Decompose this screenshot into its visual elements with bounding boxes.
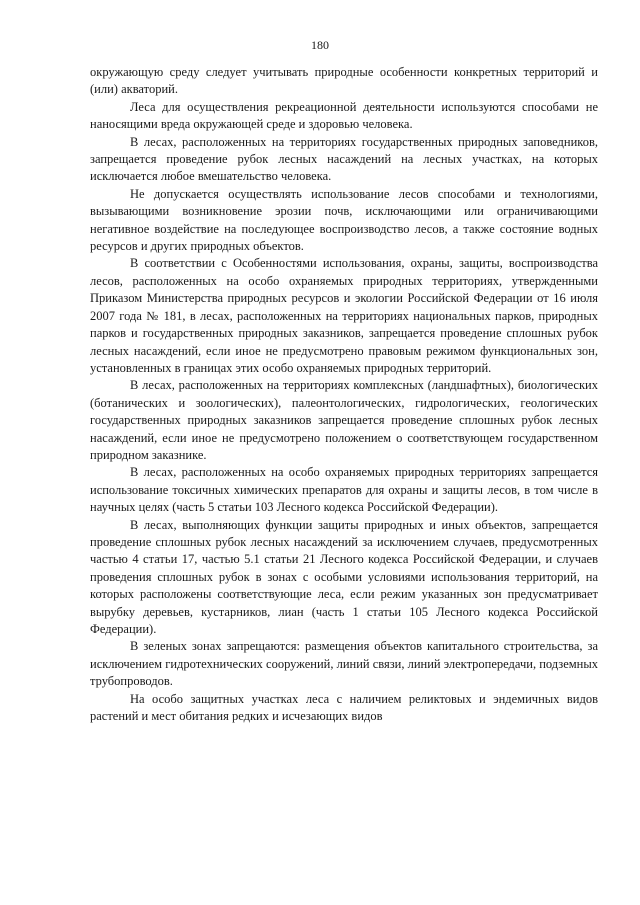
paragraph-national-parks: В соответствии с Особенностями использования, охраны, защиты, воспроизводства лесов, расположенных на особо охраняемых природных территориях, утвержденными Приказом Министерства природных ресурсов и экологии Российской Федерации от 16 июля 2007 года № 181, в лесах, расположенных на территориях национальных парков, природных парков и государственных природных заказников, запрещается проведение сплошных рубок лесных насаждений, если иное не предусмотрено правовым режимом функциональных зон, установленных в границах этих особо охраняемых природных территорий. — [90, 256, 598, 375]
paragraph-special-plots: На особо защитных участках леса с наличием реликтовых и эндемичных видов растений и мест обитания редких и исчезающих видов — [90, 691, 598, 724]
paragraph-recreation: Леса для осуществления рекреационной деятельности используются способами не наносящими вреда окружающей среде и здоровью человека. — [90, 99, 598, 132]
paragraph-reserves: В лесах, расположенных на территориях государственных природных заповедников, запрещается проведение рубок лесных насаждений на лесных участках, на которых исключается любое вмешательство человека. — [90, 134, 598, 184]
paragraph-complex-reserves: В лесах, расположенных на территориях комплексных (ландшафтных), биологических (ботанических и зоологических), палеонтологических, гидрологических, геологических государственных природных заказников запрещается проведение сплошных рубок лесных насаждений, если иное не предусмотрено положением о соответствующем государственном природном заказнике. — [90, 378, 598, 462]
paragraph-continued: окружающую среду следует учитывать природные особенности конкретных территорий и (или) акваторий. — [90, 65, 598, 97]
paragraph-erosion: Не допускается осуществлять использование лесов способами и технологиями, вызывающими возникновение эрозии почв, исключающими или ограничивающими негативное воздействие на последующее воспроизводство лесов, а также состояние водных ресурсов и других природных объектов. — [90, 186, 598, 254]
paragraph-green-zones: В зеленых зонах запрещаются: размещения объектов капитального строительства, за исключением гидротехнических сооружений, линий связи, линий электропередачи, подземных трубопроводов. — [90, 639, 599, 689]
paragraph-toxic-chemicals: В лесах, расположенных на особо охраняемых природных территориях запрещается использование токсичных химических препаратов для охраны и защиты лесов, в том числе в научных целях (часть 5 статьи 103 Лесного кодекса Российской Федерации). — [90, 465, 598, 515]
paragraph-protective-forests: В лесах, выполняющих функции защиты природных и иных объектов, запрещается проведение сплошных рубок лесных насаждений за исключением случаев, предусмотренных частью 4 статьи 17, частью 5.1 статьи 21 Лесного кодекса Российской Федерации, и случаев проведения сплошных рубок в зонах с особыми условиями использования территорий, на которых расположены соответствующие леса, если режим указанных зон предусматривает вырубку деревьев, кустарников, лиан (часть 1 статьи 105 Лесного кодекса Российской Федерации). — [90, 517, 598, 636]
page-number: 180 — [311, 38, 329, 52]
body-text — [90, 64, 598, 725]
